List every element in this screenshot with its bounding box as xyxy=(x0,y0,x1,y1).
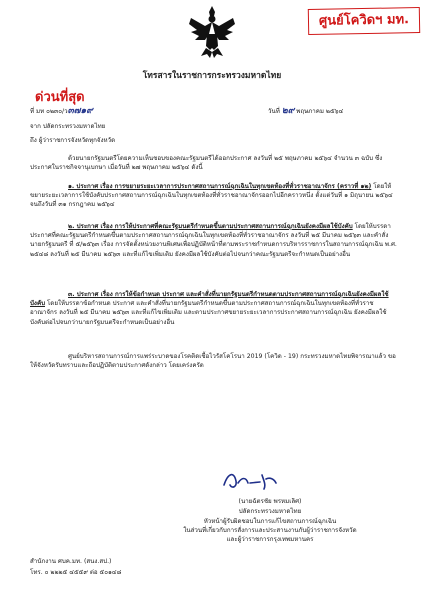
item-2-body: โดยให้บรรดาประกาศที่คณะรัฐมนตรีกำหนดขึ้นตามประกาศสถานการณ์ฉุกเฉินในทุกเขตท้องที่ทั่วราชอาณาจักร ลงวันที่ ๒๕ มีนาคม ๒๕๖๓ และคำสั่งนายกรัฐมนตรี ที่ ๕/๒๕๖๓ เรื่อง การจัดตั้งหน่วยงานพิเศษเพื่อปฏิบัติหน้าที่ตามพระราชกำหนดการบริหารราชการในสถานการณ์ฉุกเฉิน พ.ศ. ๒๕๔๘ ลงวันที่ ๒๕ มีนาคม ๒๕๖๓ และที่แก้ไขเพิ่มเติม ยังคงมีผลใช้บังคับต่อไปจนกว่าคณะรัฐมนตรีจะกำหนดเป็นอย่างอื่น xyxy=(30,223,397,258)
reference-prefix: ที่ มท ๐๒๓๐/ว xyxy=(30,108,68,115)
office-name: สำนักงาน ศบค.มท. (สนง.สป.) xyxy=(30,558,112,565)
item-1-heading: ๑. ประกาศ เรื่อง การขยายระยะเวลาการประกาศสถานการณ์ฉุกเฉินในทุกเขตท้องที่ทั่วราชอาณาจักร (คราวที่ ๑๒) xyxy=(68,183,372,190)
document-title: โทรสารในราชการกระทรวงมหาดไทย xyxy=(142,71,282,81)
signer-position-3: ในส่วนที่เกี่ยวกับการสั่งการและประสานงานกับผู้ว่าราชการจังหวัด xyxy=(183,527,357,534)
item-2-heading: ๒. ประกาศ เรื่อง การให้ประกาศที่คณะรัฐมนตรีกำหนดขึ้นตามประกาศสถานการณ์ฉุกเฉินยังคงมีผลใช้บังคับ xyxy=(68,223,353,230)
date-suffix: พฤษภาคม ๒๕๖๔ xyxy=(296,108,344,115)
date-handwritten: ๒๙ xyxy=(281,106,295,116)
item-1-paragraph xyxy=(30,182,400,210)
signature-icon xyxy=(220,467,280,493)
intro-paragraph: ด้วยนายกรัฐมนตรีโดยความเห็นชอบของคณะรัฐมนตรีได้ออกประกาศ ลงวันที่ ๒๕ พฤษภาคม ๒๕๖๔ จำนวน ๓ ฉบับ ซึ่งประกาศในราชกิจจานุเบกษา เมื่อวันที่ ๒๗ พฤษภาคม ๒๕๖๔ ดังนี้ xyxy=(30,155,383,172)
signer-position-2: หัวหน้าผู้รับผิดชอบในการแก้ไขสถานการณ์ฉุกเฉิน xyxy=(203,518,337,525)
office-phone: โทร. ๐ ๒๒๒๕ ๔๕๕๙ ต่อ ๕๐๑๔๘ xyxy=(30,569,122,576)
reference-handwritten: ๓๗๑๙ xyxy=(67,106,93,116)
document-date xyxy=(268,107,343,116)
reference-number xyxy=(30,107,93,116)
to-line: ถึง ผู้ว่าราชการจังหวัดทุกจังหวัด xyxy=(30,137,116,144)
from-line: จาก ปลัดกระทรวงมหาดไทย xyxy=(30,123,106,130)
item-3-heading: ๓. ประกาศ เรื่อง การให้ข้อกำหนด ประกาศ และคำสั่งที่นายกรัฐมนตรีกำหนดตามประกาศสถานการณ์ฉุกเฉินยังคงมีผลใช้บังคับ xyxy=(30,291,389,308)
signer-position-4: และผู้ว่าราชการกรุงเทพมหานคร xyxy=(226,536,314,543)
signer-name: (นายฉัตรชัย พรหมเลิศ) xyxy=(238,498,302,505)
garuda-emblem-icon xyxy=(187,4,237,60)
date-prefix: วันที่ xyxy=(268,108,280,115)
covid-center-stamp: ศูนย์โควิดฯ มท. xyxy=(308,7,420,35)
item-2-paragraph xyxy=(30,222,400,259)
signer-position-1: ปลัดกระทรวงมหาดไทย xyxy=(238,508,302,515)
item-3-body: โดยให้บรรดาข้อกำหนด ประกาศ และคำสั่งที่นายกรัฐมนตรีกำหนดขึ้นตามประกาศสถานการณ์ฉุกเฉินในทุกเขตท้องที่ทั่วราชอาณาจักร ลงวันที่ ๒๕ มีนาคม ๒๕๖๓ และที่แก้ไขเพิ่มเติม และตามประกาศขยายระยะเวลาการประกาศสถานการณ์ฉุกเฉิน ยังคงมีผลใช้บังคับต่อไปจนกว่านายกรัฐมนตรีจะกำหนดเป็นอย่างอื่น xyxy=(30,300,387,326)
urgency-label: ด่วนที่สุด xyxy=(35,90,85,105)
item-3-paragraph xyxy=(30,290,400,327)
closing-paragraph: ศูนย์บริหารสถานการณ์การแพร่ระบาดของโรคติดเชื้อไวรัสโคโรนา 2019 (โควิด - 19) กระทรวงมหาดไทยพิจารณาแล้ว ขอให้จังหวัดรับทราบและถือปฏิบัติตามประกาศดังกล่าว โดยเคร่งครัด xyxy=(30,353,396,370)
item-1-body: โดยให้ขยายระยะเวลาการใช้บังคับประกาศสถานการณ์ฉุกเฉินในทุกเขตท้องที่ทั่วราชอาณาจักรออกไปอีกคราวหนึ่ง ตั้งแต่วันที่ ๑ มิถุนายน ๒๕๖๔ จนถึงวันที่ ๓๑ กรกฎาคม ๒๕๖๔ xyxy=(30,183,393,209)
